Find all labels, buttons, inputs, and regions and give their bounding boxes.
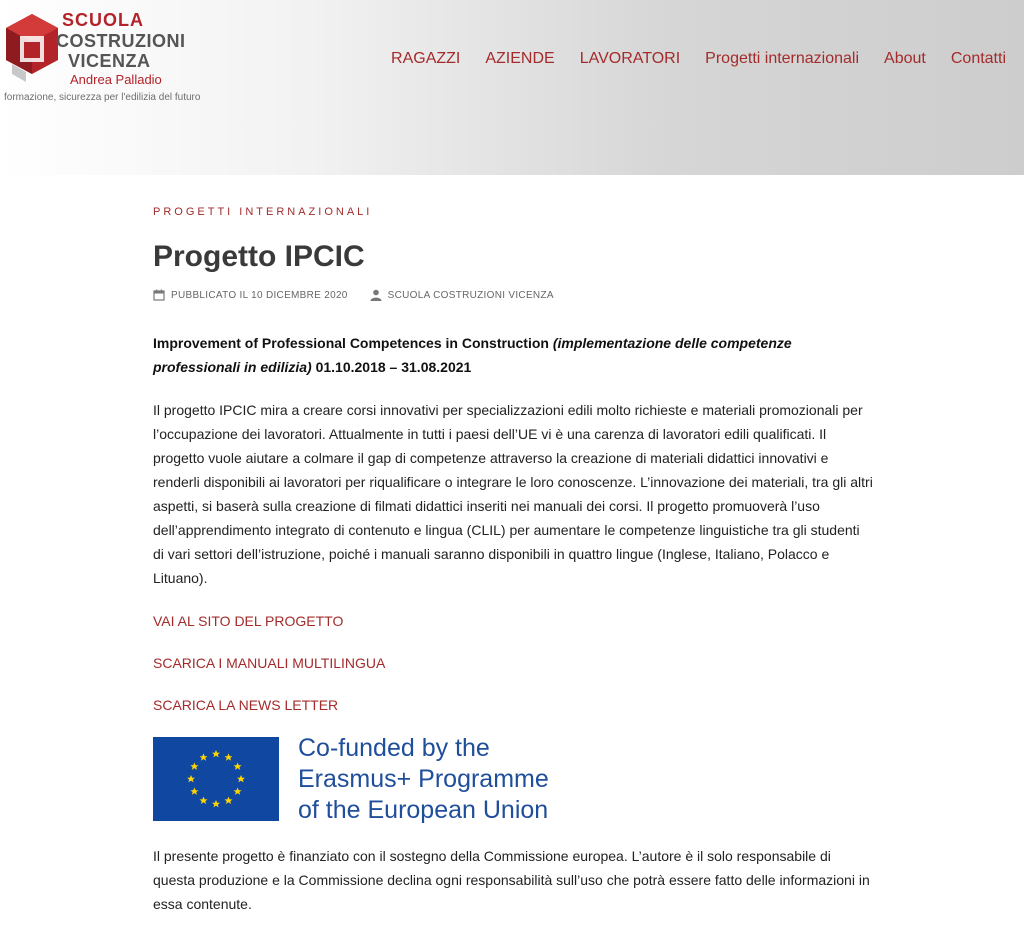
erasmus-cofunded-banner [153,735,873,823]
logo-title: SCUOLA [62,10,144,30]
publish-date: PUBBLICATO IL 10 DICEMBRE 2020 [171,289,348,301]
calendar-icon [153,289,165,301]
logo-tagline: formazione, sicurezza per l'edilizia del futuro [4,92,201,103]
site-logo[interactable] [4,10,204,110]
nav-aziende[interactable]: AZIENDE [485,50,555,67]
download-manuals-link[interactable]: SCARICA I MANUALI MULTILINGUA [153,655,386,671]
lead-strong: Improvement of Professional Competences in Construction [153,335,549,351]
article [153,200,873,930]
erasmus-line-3: of the European Union [298,795,549,824]
main-nav [391,50,1006,68]
lead-dates: 01.10.2018 – 31.08.2021 [315,359,472,375]
logo-line-costruzioni: COSTRUZIONI [56,31,186,51]
article-category[interactable]: PROGETTI INTERNAZIONALI [153,206,373,218]
funding-disclaimer: Il presente progetto è finanziato con il sostegno della Commissione europea. L’autore è il solo responsabile di questa produzione e la Commissione declina ogni responsabilità sull’uso che potrà essere fatto delle informazioni in essa contenute. [153,848,870,912]
article-title: Progetto IPCIC [153,240,365,273]
author-name[interactable]: SCUOLA COSTRUZIONI VICENZA [387,289,554,301]
body-paragraph: Il progetto IPCIC mira a creare corsi innovativi per specializzazioni edili molto richieste e materiali promozionali per l’occupazione dei lavoratori. Attualmente in tutti i paesi dell’UE vi è una carenza di lavoratori edili qualificati. Il progetto vuole aiutare a colmare il gap di competenze attraverso la creazione di materiali didattici innovativi e renderli disponibili ai lavoratori per riqualificare o integrare le loro conoscenze. L’innovazione dei materiali, tra gli altri aspetti, si baserà sulla creazione di filmati didattici inseriti nei manuali dei corsi. Il progetto promuoverà l’uso dell’apprendimento integrato di contenuto e lingua (CLIL) per aumentare le competenze linguistiche tra gli studenti di vari settori dell’istruzione, poiché i manuali saranno disponibili in quattro lingue (Inglese, Italiano, Polacco e Lituano). [153,402,873,586]
logo-name: Andrea Palladio [70,72,162,87]
lead-paragraph [153,331,873,379]
logo-line-vicenza: VICENZA [68,51,151,71]
user-icon [370,289,382,301]
nav-contatti[interactable]: Contatti [950,50,1006,67]
lead-italic: (implementazione delle competenze professionali in edilizia) [153,335,792,375]
eu-stars-icon [153,737,279,821]
erasmus-text [298,733,549,826]
nav-ragazzi[interactable]: RAGAZZI [391,50,461,67]
erasmus-line-2: Erasmus+ Programme [298,764,549,793]
nav-lavoratori[interactable]: LAVORATORI [579,50,681,67]
eu-flag-icon [153,737,279,821]
project-site-link[interactable]: VAI AL SITO DEL PROGETTO [153,613,344,629]
logo-cube-icon [4,12,60,84]
site-header [0,0,1024,175]
erasmus-line-1: Co-funded by the [298,733,490,762]
nav-about[interactable]: About [884,50,926,67]
nav-progetti-internazionali[interactable]: Progetti internazionali [705,50,860,67]
article-meta [153,289,873,301]
download-newsletter-link[interactable]: SCARICA LA NEWS LETTER [153,697,339,713]
